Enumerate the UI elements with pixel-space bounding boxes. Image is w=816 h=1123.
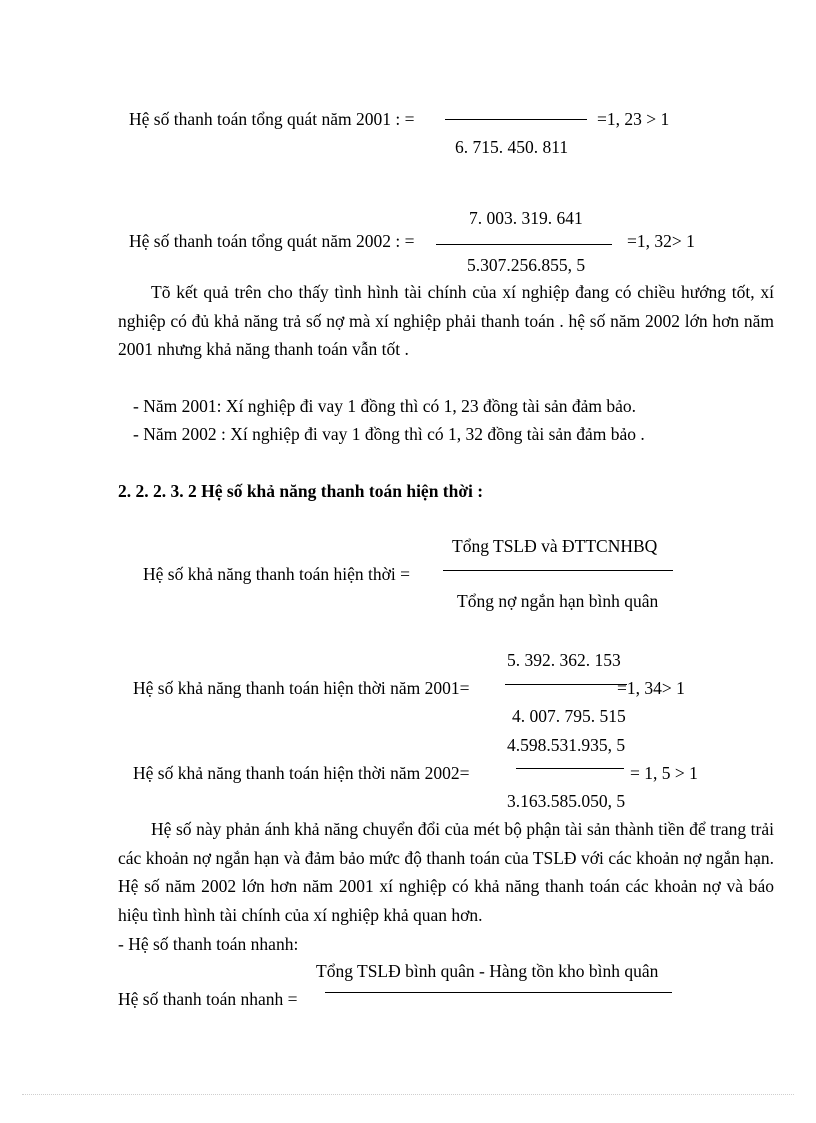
section-heading: 2. 2. 2. 3. 2 Hệ số khả năng thanh toán hiện thời : xyxy=(118,481,484,501)
current-formula-fraction-bar xyxy=(443,570,673,571)
current-2002-label: Hệ số khả năng thanh toán hiện thời năm 2002= xyxy=(133,763,470,783)
formula-2002-label: Hệ số thanh toán tổng quát năm 2002 : = xyxy=(129,231,415,251)
bullet-2002: - Năm 2002 : Xí nghiệp đi vay 1 đồng thì có 1, 32 đồng tài sản đảm bảo . xyxy=(133,424,645,444)
current-formula-label: Hệ số khả năng thanh toán hiện thời = xyxy=(143,564,410,584)
current-2002-numerator: 4.598.531.935, 5 xyxy=(507,735,626,755)
current-2001-fraction-bar xyxy=(505,684,627,685)
quick-formula-label: Hệ số thanh toán nhanh = xyxy=(118,989,298,1009)
current-formula-denominator: Tổng nợ ngắn hạn bình quân xyxy=(457,591,659,611)
formula-2002-numerator: 7. 003. 319. 641 xyxy=(469,208,583,228)
current-2002-denominator: 3.163.585.050, 5 xyxy=(507,791,626,811)
formula-2002-result: =1, 32> 1 xyxy=(627,231,695,251)
current-2001-result: =1, 34> 1 xyxy=(617,678,685,698)
page-bottom-divider xyxy=(22,1094,794,1095)
formula-2001-denominator: 6. 715. 450. 811 xyxy=(455,137,569,157)
formula-2002-denominator: 5.307.256.855, 5 xyxy=(467,255,586,275)
formula-2002-fraction-bar xyxy=(436,244,612,245)
formula-2001-result: =1, 23 > 1 xyxy=(597,109,670,129)
current-formula-numerator: Tổng TSLĐ và ĐTTCNHBQ xyxy=(452,536,658,556)
formula-2001-label: Hệ số thanh toán tổng quát năm 2001 : = xyxy=(129,109,415,129)
bullet-2001: - Năm 2001: Xí nghiệp đi vay 1 đồng thì có 1, 23 đồng tài sản đảm bảo. xyxy=(133,396,637,416)
current-2001-label: Hệ số khả năng thanh toán hiện thời năm 2001= xyxy=(133,678,470,698)
formula-2001-fraction-bar xyxy=(445,119,587,120)
current-2002-fraction-bar xyxy=(516,768,624,769)
current-2001-numerator: 5. 392. 362. 153 xyxy=(507,650,621,670)
paragraph-explanation: Hệ số này phản ánh khả năng chuyển đổi của mét bộ phận tài sản thành tiền để trang trải các khoản nợ ngắn hạn và đảm bảo mức độ thanh toán của TSLĐ với các khoản nợ ngắn hạn. Hệ số năm 2002 lớn hơn năm 2001 xí nghiệp có khả năng thanh toán các khoản nợ và báo hiệu tình hình tài chính của xí nghiệp khả quan hơn. xyxy=(118,819,774,925)
paragraph-conclusion: Tõ kết quả trên cho thấy tình hình tài chính của xí nghiệp đang có chiều hướng tốt, xí nghiệp có đủ khả năng trả số nợ mà xí nghiệp phải thanh toán . hệ số năm 2002 lớn hơn năm 2001 nhưng khả năng thanh toán vẫn tốt . xyxy=(118,282,774,359)
quick-formula-fraction-bar xyxy=(325,992,672,993)
quick-formula-numerator: Tổng TSLĐ bình quân - Hàng tồn kho bình quân xyxy=(316,961,659,981)
quick-ratio-intro: - Hệ số thanh toán nhanh: xyxy=(118,934,299,954)
current-2002-result: = 1, 5 > 1 xyxy=(630,763,698,783)
current-2001-denominator: 4. 007. 795. 515 xyxy=(512,706,626,726)
